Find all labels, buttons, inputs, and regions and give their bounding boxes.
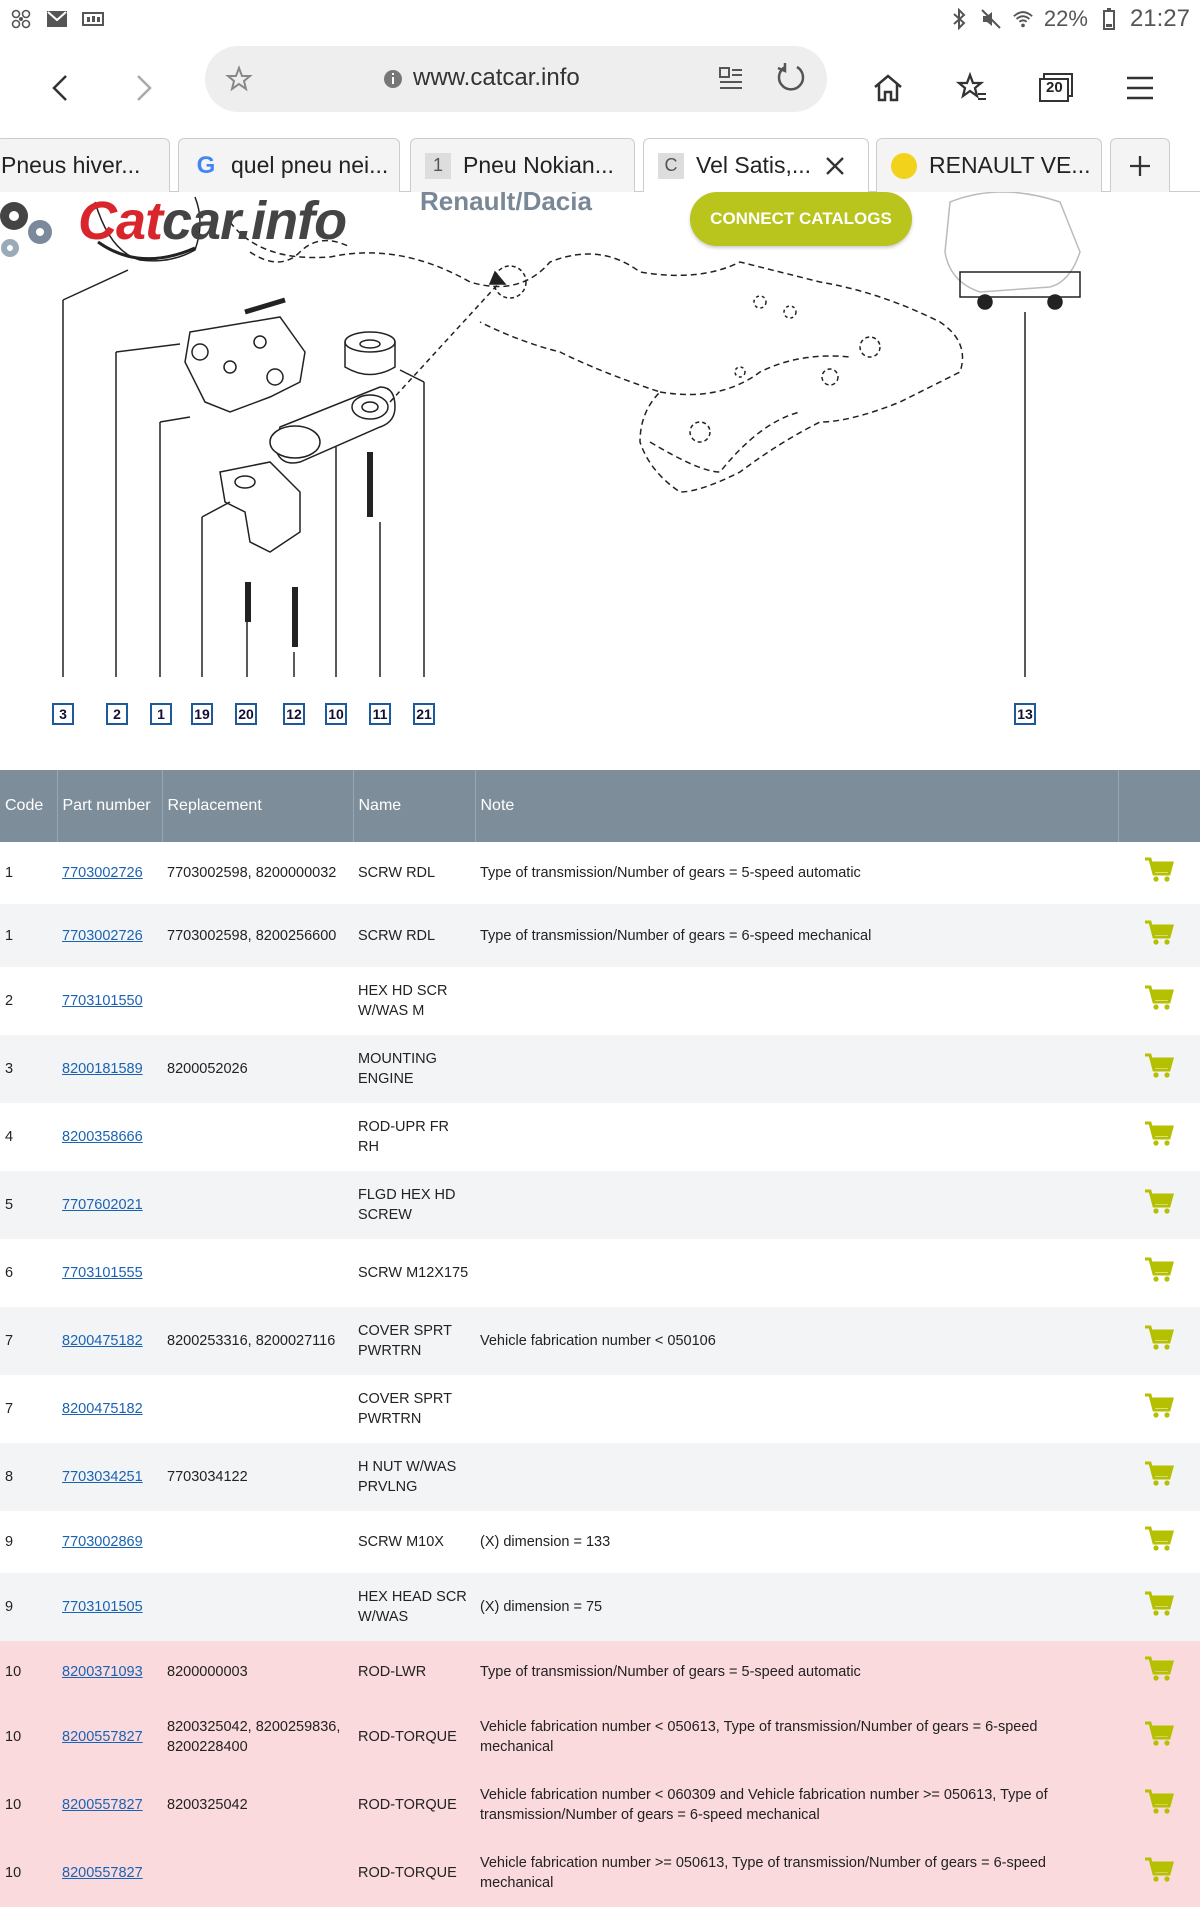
google-icon: G (196, 151, 216, 179)
table-row (0, 1573, 1200, 1641)
hamburger-menu-icon (1125, 75, 1155, 101)
cell-code: 6 (0, 1239, 57, 1307)
part-number-link[interactable]: 7707602021 (62, 1197, 143, 1213)
cell-note: Type of transmission/Number of gears = 6-speed mechanical (475, 904, 1118, 967)
cell-part-number (57, 967, 162, 1035)
part-number-link[interactable]: 8200557827 (62, 1729, 143, 1745)
catcar-logo[interactable] (0, 192, 370, 272)
url-text[interactable]: www.catcar.info (413, 64, 580, 91)
callout-11[interactable]: 11 (369, 703, 391, 725)
cart-icon[interactable] (1144, 1475, 1174, 1491)
cart-icon[interactable] (1144, 999, 1174, 1015)
chevron-right-icon (134, 73, 154, 103)
cell-note: (X) dimension = 75 (475, 1573, 1118, 1641)
tab-title: Pneu Nokian... (463, 152, 614, 178)
bluetooth-icon (948, 8, 970, 30)
callout-13[interactable]: 13 (1014, 703, 1036, 725)
cart-icon[interactable] (1144, 871, 1174, 887)
info-icon[interactable] (383, 69, 403, 89)
cell-code: 3 (0, 1035, 57, 1103)
cell-replacement (162, 1511, 353, 1573)
cell-cart (1118, 1103, 1200, 1171)
col-cart (1118, 770, 1200, 842)
cell-code: 2 (0, 967, 57, 1035)
cell-part-number (57, 1771, 162, 1839)
callout-3[interactable]: 3 (52, 703, 74, 725)
cell-part-number (57, 842, 162, 904)
table-row (0, 904, 1200, 967)
bookmark-star-icon[interactable] (225, 65, 253, 93)
cell-cart (1118, 1573, 1200, 1641)
cell-code: 7 (0, 1307, 57, 1375)
tab-pneu-nokian[interactable] (410, 138, 635, 192)
wifi-icon (1012, 8, 1034, 30)
cell-note: Vehicle fabrication number < 050613, Type of transmission/Number of gears = 6-speed mechanical (475, 1703, 1118, 1771)
part-number-link[interactable]: 8200181589 (62, 1061, 143, 1077)
tab-title: Vel Satis,... (696, 152, 812, 178)
close-tab-icon[interactable] (824, 155, 846, 177)
cart-icon[interactable] (1144, 1735, 1174, 1751)
cell-code: 7 (0, 1375, 57, 1443)
part-number-link[interactable]: 8200557827 (62, 1797, 143, 1813)
cell-replacement (162, 967, 353, 1035)
col-part-number: Part number (57, 770, 162, 842)
cell-name: HEX HEAD SCR W/WAS (353, 1573, 475, 1641)
back-button[interactable] (30, 58, 90, 118)
cell-note (475, 1239, 1118, 1307)
parts-table (0, 770, 1200, 1907)
cell-part-number (57, 1443, 162, 1511)
cell-replacement: 8200325042, 8200259836, 8200228400 (162, 1703, 353, 1771)
callout-20[interactable]: 20 (235, 703, 257, 725)
bookmarks-button[interactable] (942, 58, 1002, 118)
cell-code: 4 (0, 1103, 57, 1171)
cell-code: 10 (0, 1839, 57, 1907)
cell-code: 10 (0, 1703, 57, 1771)
cell-note: Vehicle fabrication number < 050106 (475, 1307, 1118, 1375)
callout-19[interactable]: 19 (191, 703, 213, 725)
cell-name: FLGD HEX HD SCREW (353, 1171, 475, 1239)
chevron-left-icon (50, 73, 70, 103)
tab-favicon: C (658, 153, 684, 179)
cell-name: SCRW M12X175 (353, 1239, 475, 1307)
cell-replacement (162, 1573, 353, 1641)
home-button[interactable] (858, 58, 918, 118)
mail-icon (46, 8, 68, 30)
cell-cart (1118, 1035, 1200, 1103)
cell-note: Type of transmission/Number of gears = 5-speed automatic (475, 1641, 1118, 1703)
cell-replacement (162, 1839, 353, 1907)
cell-part-number (57, 1035, 162, 1103)
part-number-link[interactable]: 8200371093 (62, 1664, 143, 1680)
cell-cart (1118, 1641, 1200, 1703)
battery-percent: 22% (1043, 6, 1088, 31)
browser-toolbar (0, 38, 1200, 138)
cart-icon[interactable] (1144, 934, 1174, 950)
reload-icon[interactable] (775, 62, 807, 94)
plus-icon (1128, 154, 1152, 178)
tab-renault-ve[interactable] (876, 138, 1102, 192)
connect-catalogs-button[interactable]: CONNECT CATALOGS (690, 192, 912, 246)
cell-part-number (57, 1703, 162, 1771)
cell-cart (1118, 842, 1200, 904)
table-row (0, 1103, 1200, 1171)
cell-name: ROD-TORQUE (353, 1771, 475, 1839)
cell-code: 10 (0, 1771, 57, 1839)
table-row (0, 1443, 1200, 1511)
cell-part-number (57, 1307, 162, 1375)
cell-name: SCRW RDL (353, 842, 475, 904)
cell-name: ROD-TORQUE (353, 1839, 475, 1907)
cart-icon[interactable] (1144, 1803, 1174, 1819)
part-number-link[interactable]: 7703034251 (62, 1469, 143, 1485)
tabs-button[interactable] (1026, 58, 1086, 118)
col-replacement: Replacement (162, 770, 353, 842)
cart-icon[interactable] (1144, 1605, 1174, 1621)
cell-cart (1118, 967, 1200, 1035)
cell-part-number (57, 1103, 162, 1171)
tab-quel-pneu[interactable] (178, 138, 400, 192)
cell-cart (1118, 1771, 1200, 1839)
cell-replacement: 7703002598, 8200000032 (162, 842, 353, 904)
table-row (0, 967, 1200, 1035)
cell-cart (1118, 1307, 1200, 1375)
cell-part-number (57, 1375, 162, 1443)
tab-count: 20 (1046, 79, 1063, 96)
tab-favicon: 1 (425, 153, 451, 179)
callout-12[interactable]: 12 (283, 703, 305, 725)
col-code: Code (0, 770, 57, 842)
cell-name: SCRW RDL (353, 904, 475, 967)
cell-note (475, 1035, 1118, 1103)
table-row (0, 842, 1200, 904)
new-tab-button[interactable] (1110, 138, 1170, 192)
table-header (0, 770, 1200, 842)
cell-part-number (57, 1239, 162, 1307)
cart-icon[interactable] (1144, 1540, 1174, 1556)
tab-title: RENAULT VE... (929, 152, 1091, 178)
cell-name: SCRW M10X (353, 1511, 475, 1573)
tab-pneus-hiver[interactable] (0, 138, 170, 192)
cell-name: ROD-TORQUE (353, 1703, 475, 1771)
cell-cart (1118, 1239, 1200, 1307)
cart-icon[interactable] (1144, 1670, 1174, 1686)
cell-code: 5 (0, 1171, 57, 1239)
cell-part-number (57, 904, 162, 967)
cell-replacement: 8200000003 (162, 1641, 353, 1703)
logo-text: Catcar.info (78, 192, 347, 251)
cell-replacement (162, 1375, 353, 1443)
table-row (0, 1703, 1200, 1771)
part-number-link[interactable]: 7703002726 (62, 865, 143, 881)
fan-icon (10, 8, 32, 30)
cell-code: 9 (0, 1573, 57, 1641)
cell-part-number (57, 1839, 162, 1907)
cell-part-number (57, 1171, 162, 1239)
tab-strip (0, 136, 1200, 192)
cell-part-number (57, 1573, 162, 1641)
brand-label: Renault/Dacia (420, 192, 592, 216)
cell-cart (1118, 1511, 1200, 1573)
cell-note: Type of transmission/Number of gears = 5-speed automatic (475, 842, 1118, 904)
mute-icon (980, 8, 1002, 30)
tab-favicon-icon (891, 153, 917, 179)
table-row (0, 1239, 1200, 1307)
cell-replacement: 7703034122 (162, 1443, 353, 1511)
tab-vel-satis[interactable] (643, 138, 869, 192)
cell-part-number (57, 1511, 162, 1573)
address-bar[interactable] (205, 46, 827, 112)
part-number-link[interactable]: 7703002869 (62, 1534, 143, 1550)
cell-name: MOUNTING ENGINE (353, 1035, 475, 1103)
cell-replacement: 8200325042 (162, 1771, 353, 1839)
callout-1[interactable]: 1 (150, 703, 172, 725)
home-icon (872, 73, 904, 103)
part-number-link[interactable]: 7703101550 (62, 993, 143, 1009)
cell-code: 9 (0, 1511, 57, 1573)
cell-name: COVER SPRT PWRTRN (353, 1307, 475, 1375)
cell-replacement (162, 1239, 353, 1307)
tab-title: quel pneu nei... (231, 152, 389, 178)
table-row (0, 1641, 1200, 1703)
forward-button[interactable] (114, 58, 174, 118)
gears-icon (0, 194, 66, 264)
callout-2[interactable]: 2 (106, 703, 128, 725)
star-list-icon (956, 72, 988, 104)
cell-note (475, 1375, 1118, 1443)
menu-button[interactable] (1110, 58, 1170, 118)
table-row (0, 1375, 1200, 1443)
cart-icon[interactable] (1144, 1339, 1174, 1355)
cart-icon[interactable] (1144, 1271, 1174, 1287)
cell-replacement: 8200253316, 8200027116 (162, 1307, 353, 1375)
battery-icon (1098, 8, 1120, 30)
cell-code: 1 (0, 904, 57, 967)
part-number-link[interactable]: 8200475182 (62, 1333, 143, 1349)
part-number-link[interactable]: 8200557827 (62, 1865, 143, 1881)
cell-code: 10 (0, 1641, 57, 1703)
cell-code: 8 (0, 1443, 57, 1511)
cell-note: Vehicle fabrication number < 060309 and Vehicle fabrication number >= 050613, Type of transmission/Number of gears = 6-speed mechanical (475, 1771, 1118, 1839)
table-row (0, 1171, 1200, 1239)
part-number-link[interactable]: 7703101555 (62, 1265, 143, 1281)
table-row (0, 1511, 1200, 1573)
cell-cart (1118, 1839, 1200, 1907)
callout-10[interactable]: 10 (325, 703, 347, 725)
cell-note (475, 1171, 1118, 1239)
cart-icon[interactable] (1144, 1067, 1174, 1083)
cell-note: Vehicle fabrication number >= 050613, Type of transmission/Number of gears = 6-speed mechanical (475, 1839, 1118, 1907)
cell-note (475, 967, 1118, 1035)
cell-replacement (162, 1171, 353, 1239)
page-content (0, 192, 1200, 1920)
cell-replacement: 8200052026 (162, 1035, 353, 1103)
table-row (0, 1839, 1200, 1907)
cell-name: H NUT W/WAS PRVLNG (353, 1443, 475, 1511)
cell-name: ROD-LWR (353, 1641, 475, 1703)
clock: 21:27 (1129, 5, 1190, 32)
callout-21[interactable]: 21 (413, 703, 435, 725)
status-bar (0, 0, 1200, 38)
cell-cart (1118, 1375, 1200, 1443)
part-number-link[interactable]: 8200475182 (62, 1401, 143, 1417)
cell-cart (1118, 1703, 1200, 1771)
cart-icon[interactable] (1144, 1203, 1174, 1219)
part-number-link[interactable]: 7703101505 (62, 1599, 143, 1615)
cell-name: ROD-UPR FR RH (353, 1103, 475, 1171)
col-name: Name (353, 770, 475, 842)
table-row (0, 1771, 1200, 1839)
cell-replacement: 7703002598, 8200256600 (162, 904, 353, 967)
col-note: Note (475, 770, 1118, 842)
cell-name: COVER SPRT PWRTRN (353, 1375, 475, 1443)
cell-code: 1 (0, 842, 57, 904)
cell-cart (1118, 1443, 1200, 1511)
cell-part-number (57, 1641, 162, 1703)
tab-title: Pneus hiver... (1, 152, 141, 178)
cart-icon[interactable] (1144, 1871, 1174, 1887)
reader-mode-icon[interactable] (719, 65, 743, 93)
part-number-link[interactable]: 8200358666 (62, 1129, 143, 1145)
cart-icon[interactable] (1144, 1135, 1174, 1151)
cell-note (475, 1443, 1118, 1511)
image-icon (82, 8, 104, 30)
cell-cart (1118, 1171, 1200, 1239)
part-number-link[interactable]: 7703002726 (62, 927, 143, 944)
cell-note: (X) dimension = 133 (475, 1511, 1118, 1573)
cell-cart (1118, 904, 1200, 967)
cell-replacement (162, 1103, 353, 1171)
cell-note (475, 1103, 1118, 1171)
table-row (0, 1035, 1200, 1103)
cart-icon[interactable] (1144, 1407, 1174, 1423)
cell-name: HEX HD SCR W/WAS M (353, 967, 475, 1035)
table-row (0, 1307, 1200, 1375)
